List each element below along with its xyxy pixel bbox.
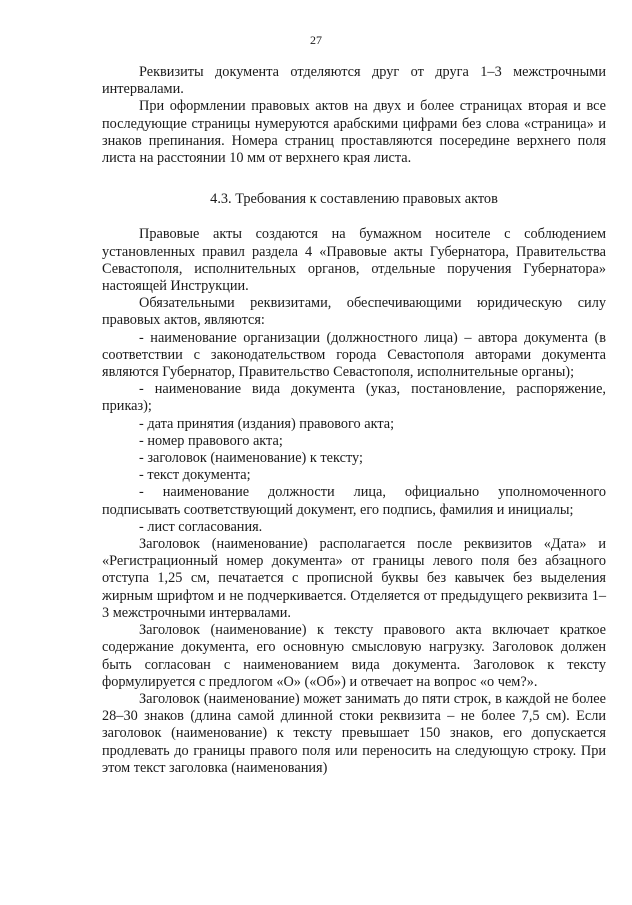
paragraph-heading-placement: Заголовок (наименование) располагается после реквизитов «Дата» и «Регистрационный номер документа» от границы левого поля без абзацного отступа 1,25 см, печатается с прописной буквы без кавычек без выделения жирным шрифтом и не подчеркивается. Отделяется от предыдущего реквизита 1–3 межстрочными интервалами. [102, 536, 606, 621]
paragraph-heading-length: Заголовок (наименование) может занимать до пяти строк, в каждой не более 28–30 знаков (длина самой длинной стоки реквизита – не более 7,5 см). Если заголовок (наименование) к тексту превышает 150 знаков, его допускается продлевать до границы правого поля или переносить на следующую строку. При этом текст заголовка (наименования) [102, 690, 606, 776]
paragraph-requisites-spacing: Реквизиты документа отделяются друг от друга 1–3 межстрочными интервалами. [102, 64, 606, 98]
paragraph-mandatory-requisites: Обязательными реквизитами, обеспечивающими юридическую силу правовых актов, являются: [102, 295, 606, 329]
paragraph-page-numbering: При оформлении правовых актов на двух и более страницах вторая и все последующие страницы нумеруются арабскими цифрами без слова «страница» и знаков препинания. Номера страниц проставляются посередине верхнего поля листа на расстоянии 10 мм от верхнего края листа. [102, 98, 606, 167]
section-heading: 4.3. Требования к составлению правовых актов [210, 191, 498, 208]
paragraph-legal-acts-creation: Правовые акты создаются на бумажном носителе с соблюдением установленных правил раздела 4 «Правовые акты Губернатора, Правительства Севастополя, исполнительных органов, отдельные поручения Губернатора» настоящей Инструкции. [102, 226, 606, 295]
list-item: - дата принятия (издания) правового акта; [139, 415, 395, 432]
list-item: - наименование организации (должностного лица) – автора документа (в соответствии с законодательством города Севастополя авторами документа являются Губернатор, Правительство Севастополя, исполнительные органы); [102, 329, 606, 381]
list-item: - заголовок (наименование) к тексту; [139, 450, 363, 467]
list-item: - наименование вида документа (указ, постановление, распоряжение, приказ); [102, 381, 606, 415]
paragraph-heading-content: Заголовок (наименование) к тексту правового акта включает краткое содержание документа, его основную смысловую нагрузку. Заголовок должен быть согласован с наименованием вида документа. Заголовок к тексту формулируется с предлогом «О» («Об») и отвечает на вопрос «о чем?». [102, 622, 606, 690]
list-item: - номер правового акта; [139, 432, 283, 449]
list-item: - текст документа; [139, 467, 251, 484]
list-item: - наименование должности лица, официально уполномоченного подписывать соответствующий документ, его подпись, фамилия и инициалы; [102, 484, 606, 518]
document-body [102, 64, 606, 777]
page-number: 27 [310, 33, 322, 47]
list-item: - лист согласования. [139, 518, 263, 535]
